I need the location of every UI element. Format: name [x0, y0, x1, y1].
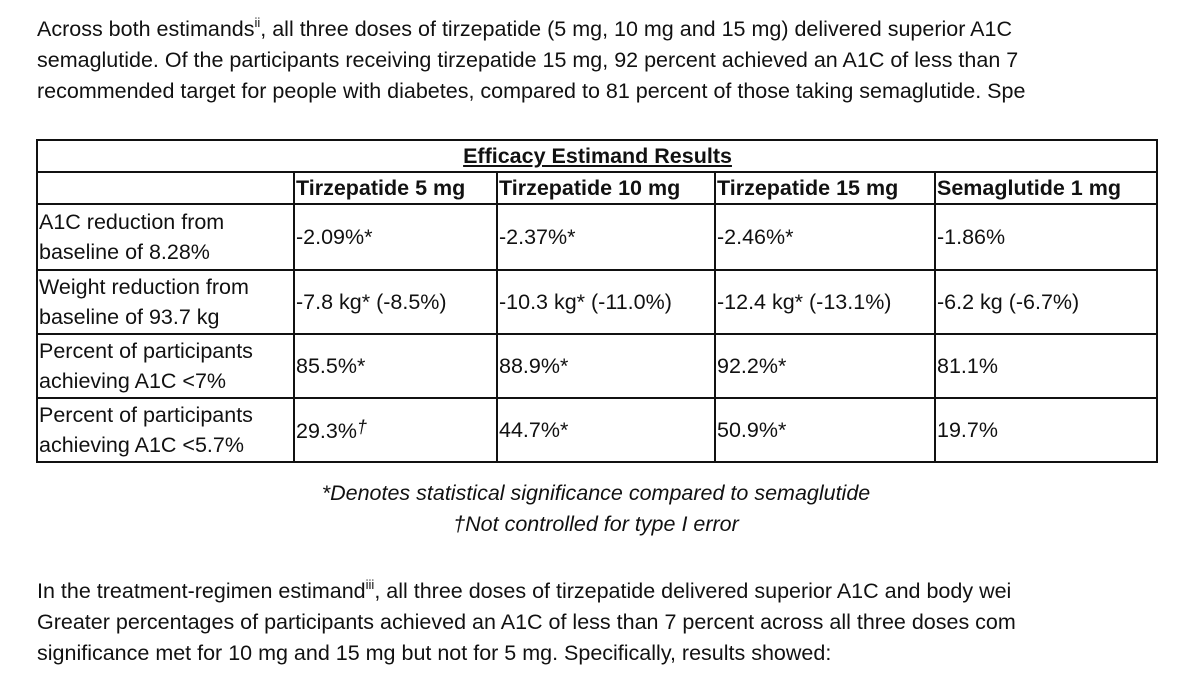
table-cell: 19.7% [935, 398, 1157, 462]
column-header: Tirzepatide 5 mg [294, 172, 497, 204]
intro-line-1-text: Across both estimands [37, 17, 255, 41]
outro-line-1-continued: , all three doses of tirzepatide delivered superior A1C and body wei [374, 579, 1012, 603]
row-label-line: Weight reduction from [39, 275, 249, 299]
table-cell: -12.4 kg* (-13.1%) [715, 270, 935, 334]
row-label-line: achieving A1C <5.7% [39, 433, 244, 457]
intro-line-2: semaglutide. Of the participants receiving tirzepatide 15 mg, 92 percent achieved an A1C of less than 7 [37, 48, 1019, 72]
intro-line-1 [37, 14, 1025, 45]
table-cell: 85.5%* [294, 334, 497, 398]
column-header: Semaglutide 1 mg [935, 172, 1157, 204]
intro-paragraph [37, 14, 1025, 107]
table-cell: 44.7%* [497, 398, 715, 462]
row-label [37, 270, 294, 334]
footnote-significance: *Denotes statistical significance compared to semaglutide [321, 481, 871, 505]
outro-line-3: significance met for 10 mg and 15 mg but not for 5 mg. Specifically, results showed: [37, 641, 832, 665]
column-header: Tirzepatide 10 mg [497, 172, 715, 204]
table-row [37, 204, 1157, 270]
table-cell: 81.1% [935, 334, 1157, 398]
table-cell [294, 398, 497, 462]
table-cell-value: 29.3% [296, 418, 357, 443]
dagger-mark: † [356, 416, 367, 437]
row-label-line: Percent of participants [39, 403, 253, 427]
table-cell: 88.9%* [497, 334, 715, 398]
table-title-row [37, 140, 1157, 172]
intro-line-3: recommended target for people with diabetes, compared to 81 percent of those taking semaglutide. Spe [37, 79, 1026, 103]
table-cell: -2.09%* [294, 204, 497, 270]
table-title: Efficacy Estimand Results [463, 144, 732, 168]
intro-line-1-continued: , all three doses of tirzepatide (5 mg, 10 mg and 15 mg) delivered superior A1C [260, 17, 1012, 41]
efficacy-results-table [36, 139, 1158, 463]
row-label-line: Percent of participants [39, 339, 253, 363]
table-cell: 50.9%* [715, 398, 935, 462]
row-label [37, 334, 294, 398]
table-cell: -2.46%* [715, 204, 935, 270]
table-header-row [37, 172, 1157, 204]
column-header: Tirzepatide 15 mg [715, 172, 935, 204]
outro-line-1-text: In the treatment-regimen estimand [37, 579, 366, 603]
table-cell: -1.86% [935, 204, 1157, 270]
row-label-line: A1C reduction from [39, 210, 225, 234]
row-label [37, 204, 294, 270]
footnote-ref-ii: ii [254, 15, 261, 30]
table-cell: -6.2 kg (-6.7%) [935, 270, 1157, 334]
footnote-type-error: †Not controlled for type I error [453, 512, 739, 536]
row-label-line: achieving A1C <7% [39, 369, 227, 393]
header-empty-cell [37, 172, 294, 204]
table-cell: -10.3 kg* (-11.0%) [497, 270, 715, 334]
table-title-cell [37, 140, 1157, 172]
table-cell: -2.37%* [497, 204, 715, 270]
row-label-line: baseline of 8.28% [39, 240, 210, 264]
table-cell: 92.2%* [715, 334, 935, 398]
outro-paragraph [37, 576, 1016, 669]
table-row [37, 398, 1157, 462]
outro-line-1 [37, 576, 1016, 607]
footnote-ref-iii: iii [365, 577, 375, 592]
table-cell: -7.8 kg* (-8.5%) [294, 270, 497, 334]
row-label [37, 398, 294, 462]
row-label-line: baseline of 93.7 kg [39, 305, 220, 329]
outro-line-2: Greater percentages of participants achieved an A1C of less than 7 percent across all three doses com [37, 610, 1016, 634]
table-row [37, 270, 1157, 334]
table-row [37, 334, 1157, 398]
